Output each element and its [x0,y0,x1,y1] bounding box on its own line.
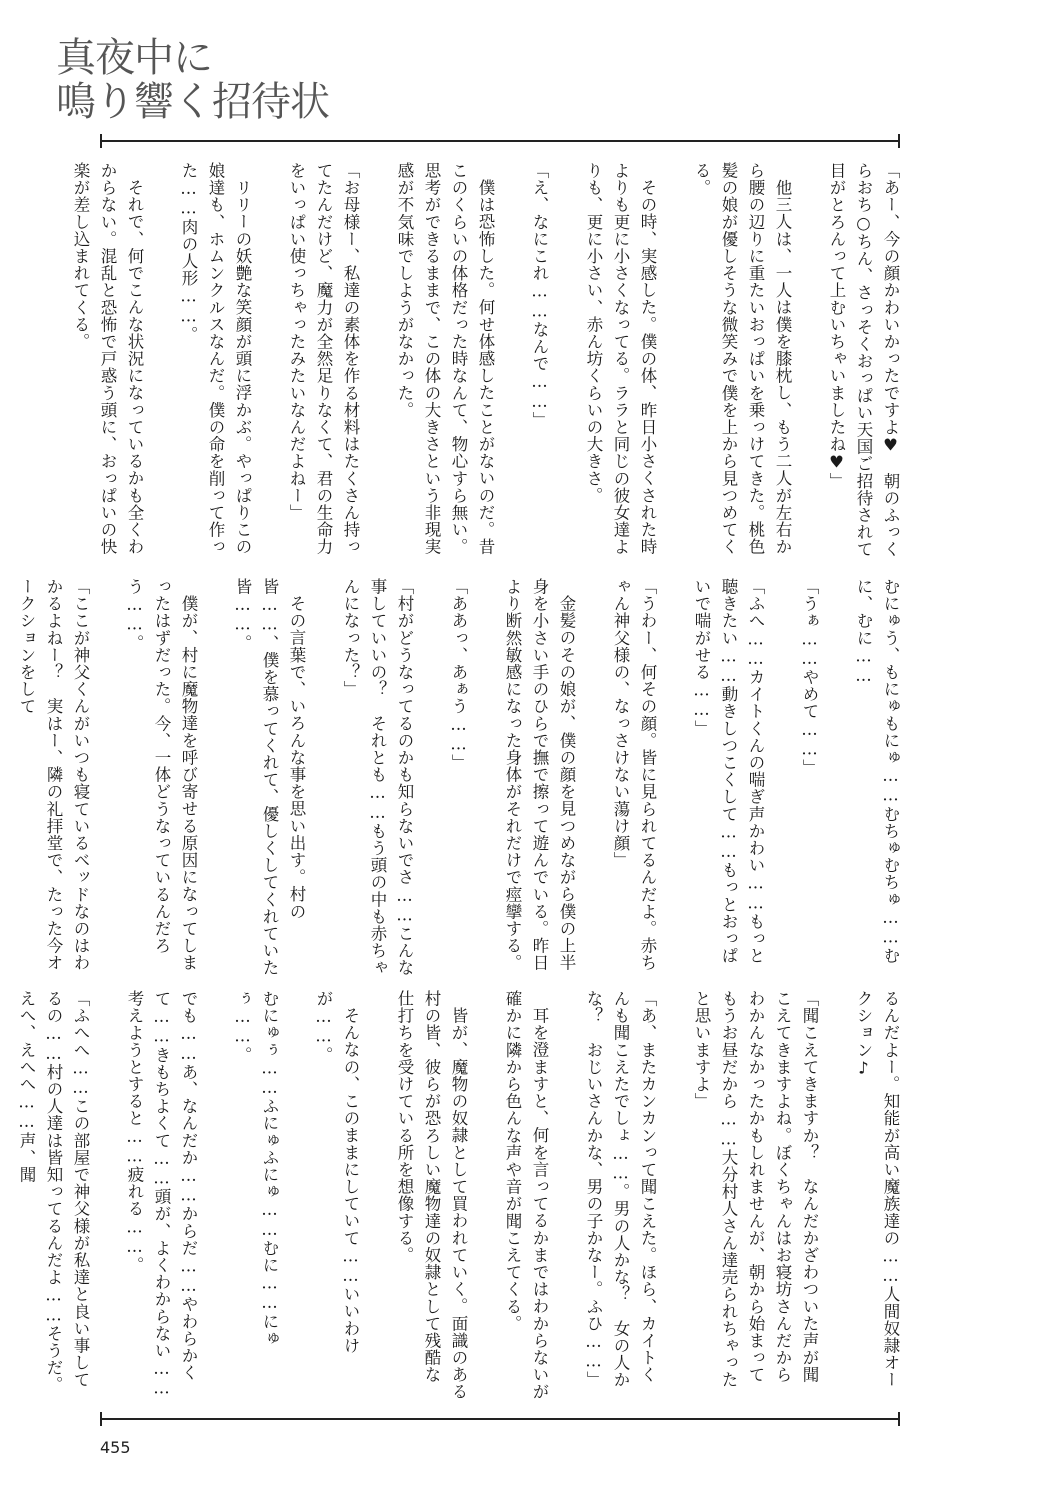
rule-tick [100,134,102,148]
paragraph: むにゅう、もにゅもにゅ……むちゅむちゅ……むに、むに…… [854,578,900,965]
paragraph: 「ここが神父くんがいつも寝ているベッドなのはわかるよねー？ 実はー、隣の礼拝堂で、たった今オークションをして [17,578,90,972]
paragraph: 「お母様ー、私達の素体を作る材料はたくさん持ってたんだけど、魔力が全然足りなくて、君の生命力をいっぱい使っちゃったみたいなんだよねー」 [287,162,360,556]
paragraph: その時、実感した。僕の体、昨日小さくされた時よりも更に小さくなってる。ララと同じの彼女達よりも、更に小さい、赤ん坊くらいの大きさ。 [584,162,657,556]
rule-tick [898,1412,900,1426]
paragraph: 「うぁ……やめて……」 [800,578,819,777]
paragraph: リリーの妖艶な笑顔が頭に浮かぶ。やっぱりこの娘達も、ホムンクルスなんだ。僕の命を削って作った……肉の人形……。 [179,162,252,556]
bottom-rule [100,1418,900,1420]
paragraph: 僕が、村に魔物達を呼び寄せる原因になってしまったはずだった。今、一体どうなっているんだろう……。 [125,578,198,971]
title-line-2: 鳴り響く招待状 [56,79,329,125]
top-rule [100,140,900,142]
paragraph: それで、何でこんな状況になっているかも全くわからない。混乱と恐怖で戸惑う頭に、おっぱいの快楽が差し込まれてくる。 [71,162,144,556]
paragraph: 僕は恐怖した。何せ体感したことがないのだ。昔このくらいの体格だった時なんて、物心すら無い。思考ができるままで、この体の大きさという非現実感が不気味でしようがなかった。 [395,162,495,556]
paragraph: 金髪のその娘が、僕の顔を見つめながら僕の上半身を小さい手のひらで撫で擦って遊んでいる。昨日より断然敏感になった身体がそれだけで痙攣する。 [503,578,576,972]
paragraph: 「あー、今の顔かわいかったですよ♥ 朝のふっくらおち○ちん、さっそくおっぱい天国ご招待されて目がとろんって上むいちゃいましたね♥」 [827,162,900,558]
page-number: 455 [100,1438,131,1457]
paragraph: 「ふへへ……この部屋で神父様が私達と良い事してるの……村の人達は皆知ってるんだよ……そうだ。えへ、えへへ……声、聞 [17,990,90,1394]
text-block-top [71,162,904,567]
title-line-1: 真夜中に [56,35,212,81]
paragraph: 「ふへ……カイトくんの喘ぎ声かわい……もっと聴きたい……動きしつこくして……もっとおっぱいで喘がせる……」 [692,578,765,965]
paragraph: そんなの、このままにしていて……いいわけが……。 [314,990,360,1354]
text-block-middle [17,578,904,978]
paragraph: 「あ、またカンカンって聞こえた。ほら、カイトくんも聞こえたでしょ……。男の人かな？ 女の人かな？ おじいさんかな、男の子かなー。ふひ……」 [584,990,657,1389]
rule-tick [100,1412,102,1426]
paragraph: むにゅぅ……ふにゅふにゅ……むに……にゅぅ……。 [233,990,279,1347]
paragraph: 耳を澄ますと、何を言ってるかまではわからないが確かに隣から色んな声や音が聞こえてくる。 [503,990,549,1400]
rule-tick [898,134,900,148]
paragraph: 「村がどうなってるのかも知らないでさ……こんな事していいの？ それとも……もう頭の中も赤ちゃんになった？」 [341,578,414,977]
paragraph: 「え、なにこれ……なんで……」 [530,162,549,429]
paragraph: 「ああっ、あぁう……」 [449,578,468,772]
paragraph: その言葉で、いろんな事を思い出す。村の皆……、僕を慕ってくれて、優しくしてくれていた皆……。 [233,578,306,977]
page-title [56,26,329,136]
paragraph: 「聞こえてきますか？ なんだかざわついた声が聞こえてきますよね。ぼくちゃんはお寝坊さんだからわかんなかったかもしれませんが、朝から始まってもうお昼だから……大分村人さん達売られちゃったと思いますよ」 [692,990,819,1389]
paragraph: るんだよー。知能が高い魔族達の……人間奴隷オークション♪ [854,990,900,1389]
paragraph: 皆が、魔物の奴隷として買われていく。面識のある村の皆、彼らが恐ろしい魔物達の奴隷として残酷な仕打ちを受けている所を想像する。 [395,990,468,1400]
text-block-bottom [17,990,904,1400]
paragraph: でも……あ、なんだか……からだ……やわらかくて……きもちよくて……頭が、よくわからない……考えようとすると……疲れる……。 [125,990,198,1399]
paragraph: 他三人は、一人は僕を膝枕し、もう二人が左右から腰の辺りに重たいおっぱいを乗っけてきた。桃色髪の娘が優しそうな微笑みで僕を上から見つめてくる。 [692,162,792,556]
paragraph: 「うわー、何その顔。皆に見られてるんだよ。赤ちゃん神父様の、なっさけない蕩け顔」 [611,578,657,972]
